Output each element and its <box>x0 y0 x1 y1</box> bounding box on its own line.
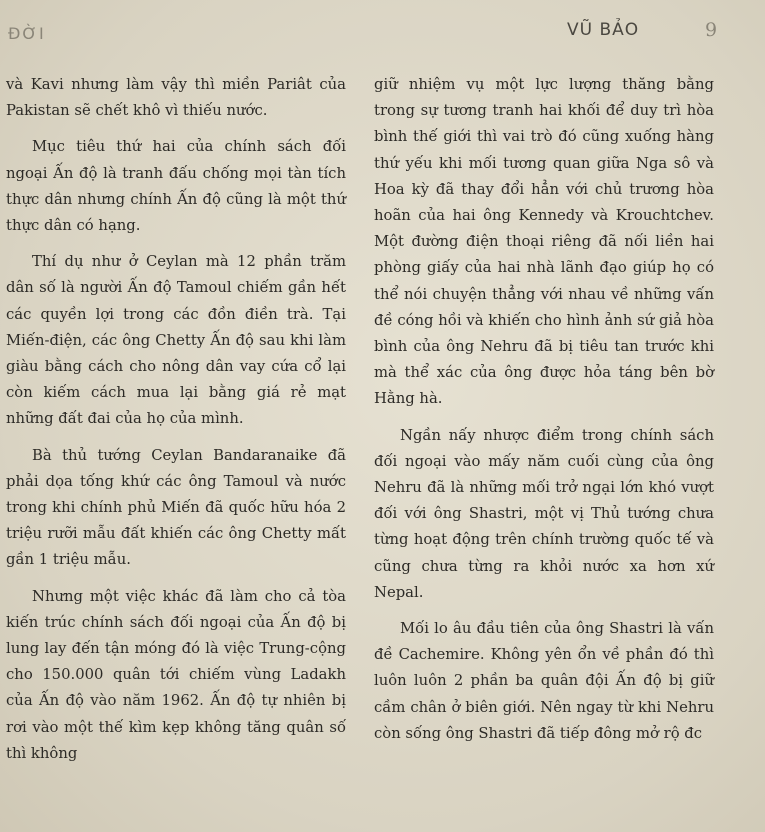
left-paragraph-2: Mục tiêu thứ hai của chính sách đối ngoại Ấn độ là tranh đấu chống mọi tàn tích thực dân nhưng chính Ấn độ cũng là một thứ thực dân có hạng. <box>6 138 346 235</box>
right-paragraph-1: giữ nhiệm vụ một lực lượng thăng bằng trong sự tương tranh hai khối để duy trì hòa bình thế giới thì vai trò đó cũng xuống hàng thứ yếu khi mối tương quan giữa Nga sô và Hoa kỳ đã thay đổi hẳn với chủ trương hòa hoãn của hai ông Kennedy và Krouchtchev. Một đường điện thoại riêng đã nối liền hai phòng giấy của hai nhà lãnh đạo giúp họ có thể nói chuyện thẳng với nhau về những vấn đề cóng hồi và khiến cho hình ảnh sứ giả hòa bình của ông Nehru đã bị tiêu tan trước khi mà thể xác của ông được hỏa táng bên bờ Hằng hà. <box>374 76 714 408</box>
left-paragraph-3: Thí dụ như ở Ceylan mà 12 phần trăm dân số là người Ấn độ Tamoul chiếm gần hết các quyền lợi trong các đồn điền trà. Tại Miến-điện, các ông Chetty Ấn độ sau khi làm giàu bằng cách cho nông dân vay cứa cổ lại còn kiếm cách mua lại bằng giá rẻ mạt những đất đai của họ của mình. <box>6 253 346 428</box>
left-column <box>6 72 346 767</box>
left-paragraph-1: và Kavi nhưng làm vậy thì miền Pariât của Pakistan sẽ chết khô vì thiếu nước. <box>6 76 346 120</box>
running-head-right: VŨ BẢO <box>567 20 640 40</box>
right-paragraph-2: Ngần nấy nhược điểm trong chính sách đối ngoại vào mấy năm cuối cùng của ông Nehru đã là những mối trở ngại lớn khó vượt đối với ông Shastri, một vị Thủ tướng chưa từng hoạt động trên chính trường quốc tế và cũng chưa từng ra khỏi nước xa hơn xứ Nepal. <box>374 426 714 601</box>
right-paragraph-3: Mối lo âu đầu tiên của ông Shastri là vấn đề Cachemire. Không yên ổn về phần đó thì luôn luôn 2 phần ba quân đội Ấn độ bị giữ cầm chân ở biên giới. Nên ngay từ khi Nehru còn sống ông Shastri đã tiếp đông mở rộ đc <box>374 620 714 742</box>
running-head-left: ĐỜI <box>8 24 46 43</box>
left-paragraph-4: Bà thủ tướng Ceylan Bandaranaike đã phải dọa tống khứ các ông Tamoul và nước trong khi chính phủ Miến đã quốc hữu hóa 2 triệu rưỡi mẫu đất khiến các ông Chetty mất gần 1 triệu mẫu. <box>6 446 346 569</box>
right-column <box>374 72 714 747</box>
page-number: 9 <box>705 19 718 41</box>
left-paragraph-5: Nhưng một việc khác đã làm cho cả tòa kiến trúc chính sách đối ngoại của Ấn độ bị lung lay đến tận móng đó là việc Trung-cộng cho 150.000 quân tới chiếm vùng Ladakh của Ấn độ vào năm 1962. Ấn độ tự nhiên bị rơi vào một thế kìm kẹp không tăng quân số thì không <box>6 587 346 762</box>
